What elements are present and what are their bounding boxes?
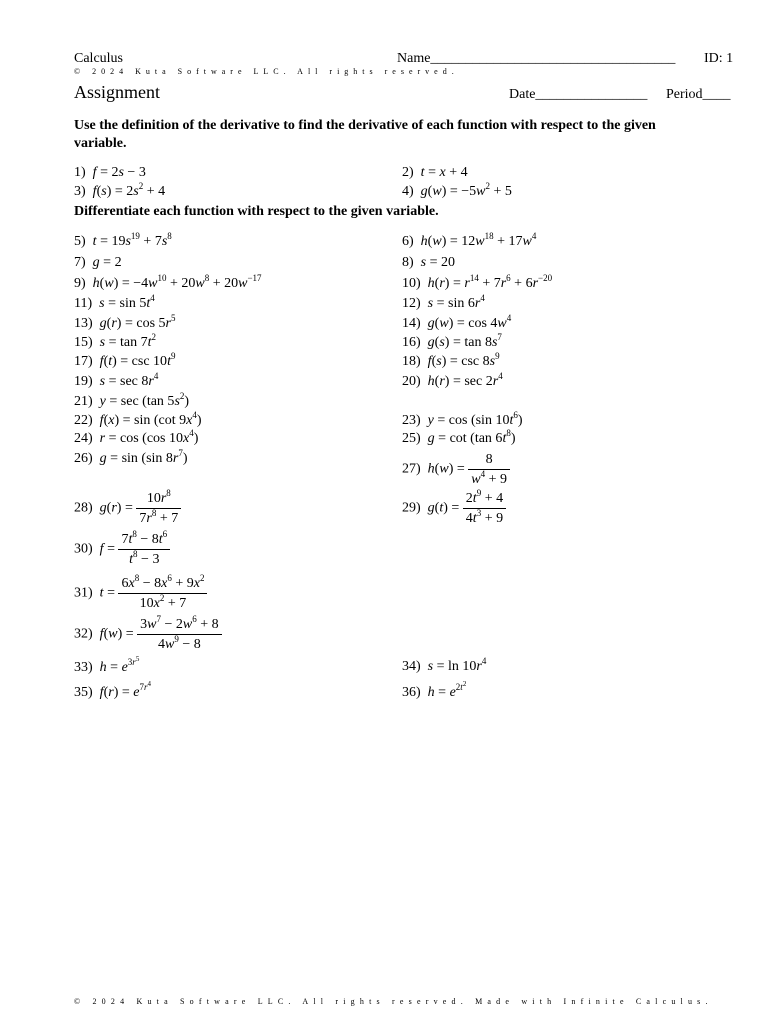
problem-item: 15) $s = \tan 7t^2$	[74, 332, 157, 350]
footer-copyright: © 2024 Kuta Software LLC. All rights reserved. Made with Infinite Calculus.	[74, 997, 713, 1006]
problem-item: 11) $s = \sin 5t^4$	[74, 293, 155, 311]
problem-item: 14) $g(w) = \cos 4w^4$	[402, 313, 512, 331]
problem-item: 33) $h = e^{3r^5}$	[74, 655, 140, 675]
problem-item: 9) $h(w) = -4w^{10} + 20w^8 + 20w^{-17}$	[74, 273, 262, 291]
problem-item: 13) $g(r) = \cos 5r^5$	[74, 313, 176, 331]
fraction: $\frac{6x^8 - 8x^6 + 9x^2}{10x^2 + 7}$	[118, 574, 207, 613]
problem-item: 31) t = $\frac{6x^8 - 8x^6 + 9x^2}{10x^2 + 7}$	[74, 574, 207, 613]
course-name: Calculus	[74, 51, 123, 66]
problem-item: 6) $h(w) = 12w^{18} + 17w^4$	[402, 231, 537, 249]
problem-item: 27) h(w) = $\frac{8}{w^4 + 9}$	[402, 450, 510, 489]
id-label: ID: 1	[704, 51, 734, 66]
problem-item: 30) f = $\frac{7t^8 - 8t^6}{t^8 - 3}$	[74, 530, 170, 569]
problem-item: 25) g = cot (tan $6t^8$)	[402, 428, 516, 446]
problem-item: 10) $h(r) = r^{14} + 7r^6 + 6r^{-20}$	[402, 273, 553, 291]
problem-item: 20) $h(r) = \sec 2r^4$	[402, 371, 503, 389]
problem-item: 5) $t = 19s^{19} + 7s^8$	[74, 231, 172, 249]
problem-item: 26) g = sin (sin $8r^7$)	[74, 448, 188, 466]
date-field[interactable]: Date________________	[509, 87, 648, 102]
page-title: Assignment	[74, 82, 161, 102]
section-instructions: Differentiate each function with respect to the given variable.	[74, 204, 439, 219]
problem-item: 34) $s = \ln 10r^4$	[402, 656, 487, 674]
problem-item: 24) r = cos (cos $10x^4$)	[74, 428, 199, 446]
problem-item: 35) $f(r) = e^{7r^4}$	[74, 680, 151, 700]
problem-item: 12) $s = \sin 6r^4$	[402, 293, 485, 311]
fraction: $\frac{10r^8}{7r^8 + 7}$	[136, 489, 181, 528]
problem-item: 28) g(r) = $\frac{10r^8}{7r^8 + 7}$	[74, 489, 181, 528]
problem-item: 7) g = 2	[74, 255, 122, 270]
problem-item: 4) $g(w) = -5w^2 + 5$	[402, 181, 512, 199]
problem-item: 16) $g(s) = \tan 8s^7$	[402, 332, 502, 350]
problem-item: 3) $f(s) = 2s^2 + 4$	[74, 181, 166, 199]
fraction: $\frac{7t^8 - 8t^6}{t^8 - 3}$	[118, 530, 170, 569]
problem-item: 18) $f(s) = \csc 8s^9$	[402, 351, 500, 369]
problem-item: 23) y = cos (sin $10t^6$)	[402, 410, 523, 428]
fraction: $\frac{3w^7 - 2w^6 + 8}{4w^9 - 8}$	[137, 615, 222, 654]
problem-item: 21) y = sec (tan $5s^2$)	[74, 391, 190, 409]
problem-item: 19) $s = \sec 8r^4$	[74, 371, 159, 389]
problem-item: 36) $h = e^{2t^2}$	[402, 680, 467, 700]
fraction: $\frac{2t^9 + 4}{4t^3 + 9}$	[463, 489, 506, 528]
fraction: $\frac{8}{w^4 + 9}$	[468, 450, 510, 489]
problem-item: 22) f(x) = sin (cot $9x^4$)	[74, 410, 202, 428]
problem-item: 17) $f(t) = \csc 10t^9$	[74, 351, 176, 369]
period-field[interactable]: Period____	[666, 87, 731, 102]
problem-item: 32) f(w) = $\frac{3w^7 - 2w^6 + 8}{4w^9 - 8}$	[74, 615, 222, 654]
problem-item: 1) f = 2s − 3	[74, 165, 146, 180]
problem-item: 8) s = 20	[402, 255, 456, 270]
section-instructions: Use the definition of the derivative to find the derivative of each function with respect to the given variable.	[74, 118, 656, 151]
name-field[interactable]: Name___________________________________	[397, 51, 676, 66]
problem-item: 29) g(t) = $\frac{2t^9 + 4}{4t^3 + 9}$	[402, 489, 506, 528]
copyright-notice: © 2024 Kuta Software LLC. All rights reserved.	[74, 67, 459, 76]
problem-item: 2) t = x + 4	[402, 165, 468, 180]
